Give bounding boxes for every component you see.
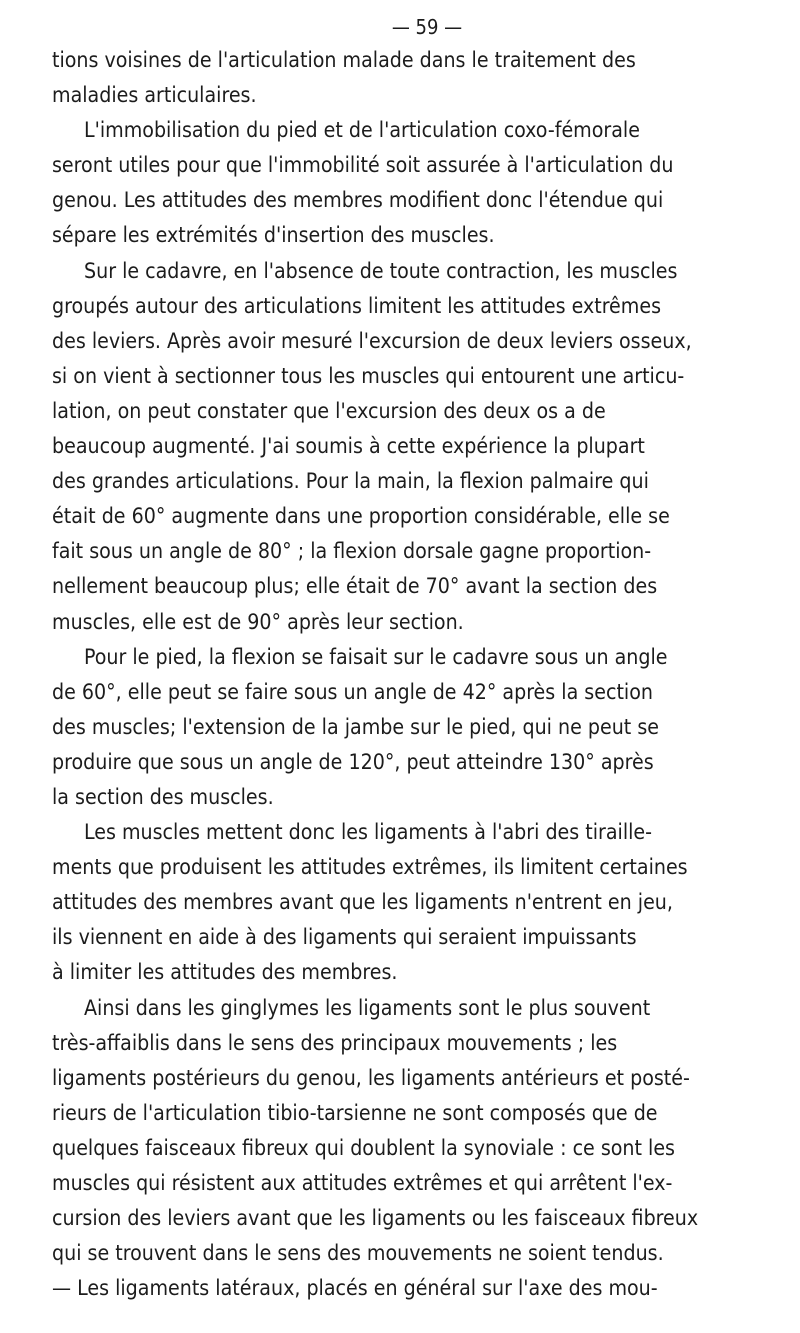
page-number: — 59 — — [391, 15, 463, 39]
paragraph-immobilisation: L'immobilisation du pied et de l'articulation coxo-fémorale seront utiles pour que l'immobilité soit assurée à l'articulation du genou. Les attitudes des membres modifient donc l'étendue qui sépare les extrémités d'insertion des muscles. — [52, 117, 674, 248]
paragraph-cadavre: Sur le cadavre, en l'absence de toute contraction, les muscles groupés autour des articulations limitent les attitudes extrêmes des leviers. Après avoir mesuré l'excursion de deux leviers osseux, si on vient à sectionner tous les muscles qui entourent une articu- lation, on peut constater que l'excursion des deux os a de beaucoup augmenté. J'ai soumis à cette expérience la plupart des grandes articulations. Pour la main, la flexion palmaire qui était de 60° augmente dans une proportion considérable, elle se fait sous un angle de 80° ; la flexion dorsale gagne proportion- nellement beaucoup plus; elle était de 70° avant la section des muscles, elle est de 90° après leur section. — [52, 257, 692, 634]
paragraph-ginglymes: Ainsi dans les ginglymes les ligaments sont le plus souvent très-affaiblis dans le sens des principaux mouvements ; les ligaments postérieurs du genou, les ligaments antérieurs et posté- rieurs de l'articulation tibio-tarsienne ne sont composés que de quelques faisceaux fibreux qui doublent la synoviale : ce sont les muscles qui résistent aux attitudes extrêmes et qui arrêtent l'ex- cursion des leviers avant que les ligaments ou les faisceaux fibreux qui se trouvent dans le sens des mouvements ne soient tendus. — Les ligaments latéraux, placés en général sur l'axe des mou- — [52, 994, 699, 1301]
book-page — [52, 14, 762, 1305]
paragraph-continuation: tions voisines de l'articulation malade dans le traitement des maladies articulaires. — [52, 47, 636, 108]
paragraph-muscles-ligaments: Les muscles mettent donc les ligaments à l'abri des tiraille- ments que produisent les attitudes extrêmes, ils limitent certaines attitudes des membres avant que les ligaments n'entrent en jeu, ils viennent en aide à des ligaments qui seraient impuissants à limiter les attitudes des membres. — [52, 819, 688, 985]
paragraph-pied: Pour le pied, la flexion se faisait sur le cadavre sous un angle de 60°, elle peut se faire sous un angle de 42° après la section des muscles; l'extension de la jambe sur le pied, qui ne peut se produire que sous un angle de 120°, peut atteindre 130° après la section des muscles. — [52, 643, 668, 809]
